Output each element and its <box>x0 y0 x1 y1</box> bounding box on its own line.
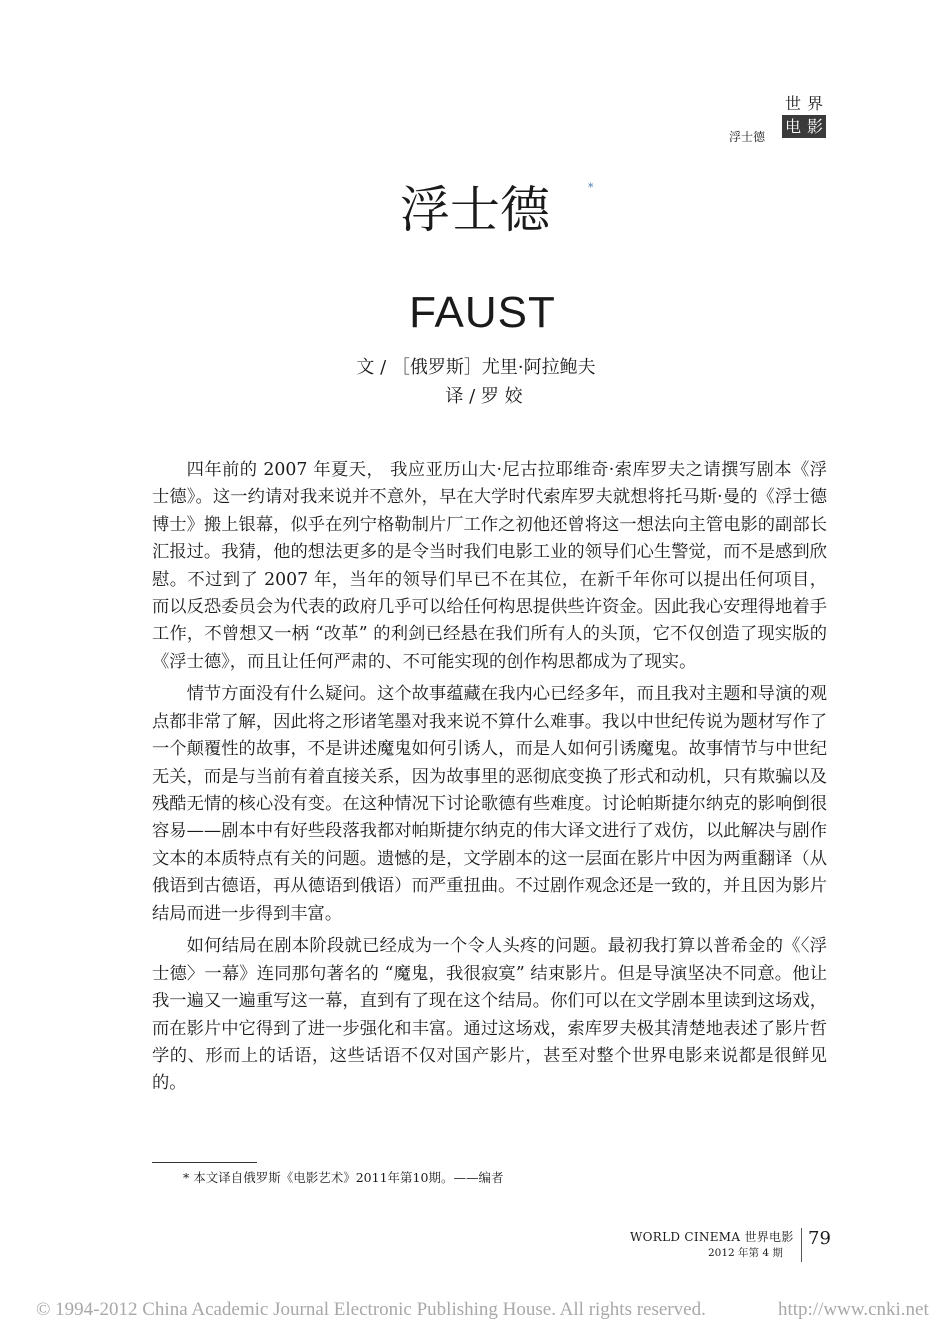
article-title-chinese: 浮士德 <box>400 181 550 239</box>
title-footnote-marker: * <box>588 181 594 194</box>
article-title-english: FAUST <box>409 288 556 337</box>
article-body <box>152 457 827 1103</box>
body-paragraph: 四年前的 2007 年夏天， 我应亚历山大·尼古拉耶维奇·索库罗夫之请撰写剧本《浮士德》。这一约请对我来说并不意外，早在大学时代索库罗夫就想将托马斯·曼的《浮士德博士》搬上银幕，似乎在列宁格勒制片厂工作之初他还曾将这一想法向主管电影的副部长汇报过。我猜，他的想法更多的是令当时我们电影工业的领导们心生警觉，而不是感到欣慰。不过到了 2007 年，当年的领导们早已不在其位，在新千年你可以提出任何项目，而以反恐委员会为代表的政府几乎可以给任何构思提供些许资金。因此我心安理得地着手工作，不曾想又一柄 “改革” 的利剑已经悬在我们所有人的头顶，它不仅创造了现实版的《浮士德》，而且让任何严肃的、不可能实现的创作构思都成为了现实。 <box>152 460 827 672</box>
page-number: 79 <box>808 1228 831 1249</box>
logo-char: 界 <box>806 94 823 113</box>
body-paragraph: 如何结局在剧本阶段就已经成为一个令人头疼的问题。最初我打算以普希金的《〈浮士德〉一幕》连同那句著名的 “魔鬼，我很寂寞” 结束影片。但是导演坚决不同意。他让我一遍又一遍重写这一幕，直到有了现在这个结局。你们可以在文学剧本里读到这场戏，而在影片中它得到了进一步强化和丰富。通过这场戏，索库罗夫极其清楚地表述了影片哲学的、形而上的话语，这些话语不仅对国产影片，甚至对整个世界电影来说都是很鲜见的。 <box>152 936 827 1094</box>
logo-char: 电 <box>782 115 804 138</box>
author-byline: 文 / ［俄罗斯］尤里·阿拉鲍夫 <box>356 357 596 378</box>
footnote: * 本文译自俄罗斯《电影艺术》2011年第10期。——编者 <box>183 1170 504 1185</box>
footer-journal-name: WORLD CINEMA 世界电影 <box>630 1230 794 1244</box>
running-header-section: 浮士德 <box>729 130 766 144</box>
translator-byline: 译 / 罗 姣 <box>445 386 523 407</box>
copyright-text: © 1994-2012 China Academic Journal Electronic Publishing House. All rights reserved. <box>36 1299 706 1320</box>
journal-logo <box>782 92 826 138</box>
footnote-divider <box>152 1162 257 1163</box>
footer-issue: 2012 年第 4 期 <box>708 1247 783 1259</box>
copyright-url[interactable]: http://www.cnki.net <box>778 1299 929 1320</box>
footer-divider <box>801 1228 802 1262</box>
logo-char: 影 <box>804 115 826 138</box>
logo-char: 世 <box>784 94 801 113</box>
body-paragraph: 情节方面没有什么疑问。这个故事蕴藏在我内心已经多年，而且我对主题和导演的观点都非常了解，因此将之形诸笔墨对我来说不算什么难事。我以中世纪传说为题材写作了一个颠覆性的故事，不是讲述魔鬼如何引诱人，而是人如何引诱魔鬼。故事情节与中世纪无关，而是与当前有着直接关系，因为故事里的恶彻底变换了形式和动机，只有欺骗以及残酷无情的核心没有变。在这种情况下讨论歌德有些难度。讨论帕斯捷尔纳克的影响倒很容易——剧本中有好些段落我都对帕斯捷尔纳克的伟大译文进行了戏仿，以此解决与剧作文本的本质特点有关的问题。遗憾的是，文学剧本的这一层面在影片中因为两重翻译（从俄语到古德语，再从德语到俄语）而严重扭曲。不过剧作观念还是一致的，并且因为影片结局而进一步得到丰富。 <box>152 684 827 924</box>
copyright-notice <box>36 1298 946 1322</box>
